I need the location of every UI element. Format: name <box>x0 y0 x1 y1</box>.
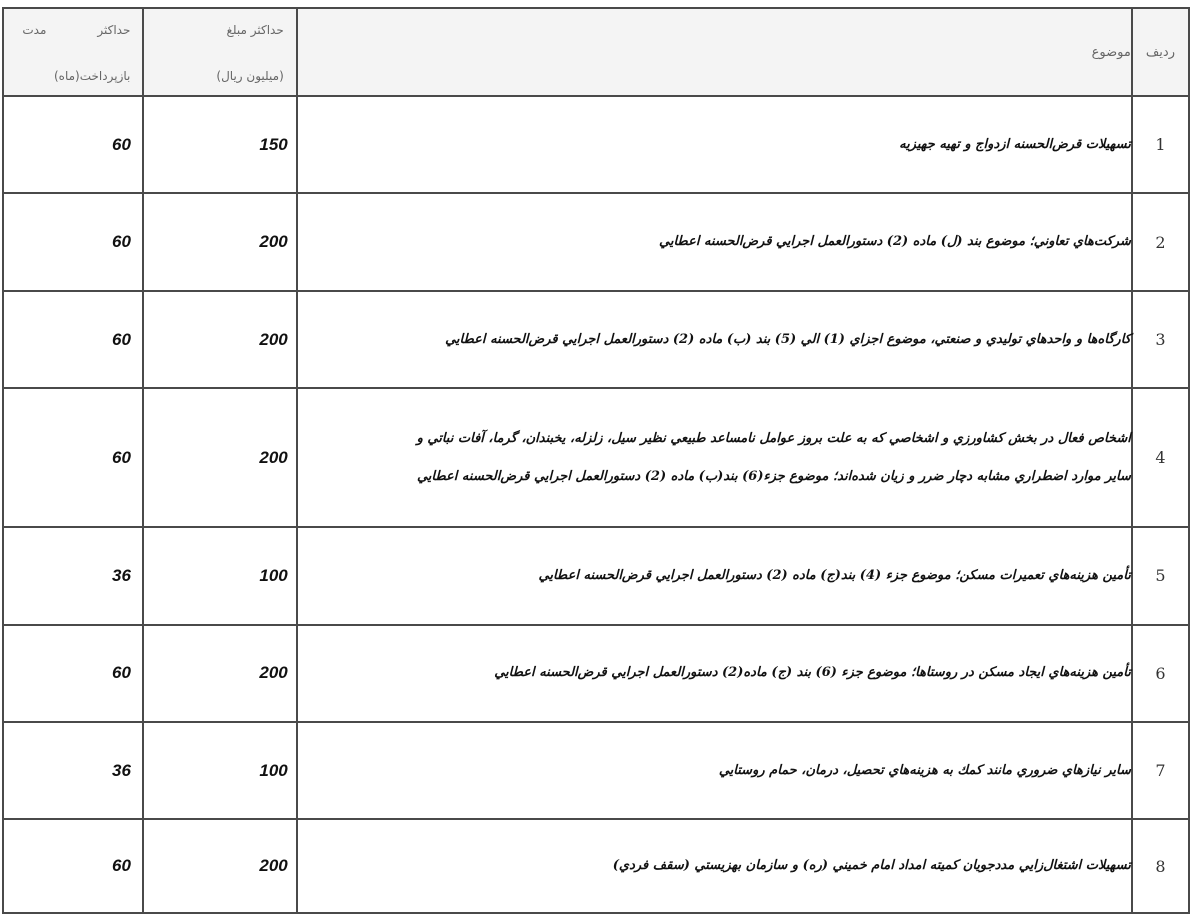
row-subject-line: كارگاه‌ها و واحدهاي توليدي و صنعتي، موضوع اجزاي (1) الي (5) بند (ب) ماده (2) دستورالعمل اجرايي قرض‌الحسنه اعطايي <box>445 331 1131 347</box>
row-subject-line: تأمين هزينه‌هاي تعميرات مسكن؛ موضوع جزء (4) بند(ج) ماده (2) دستورالعمل اجرايي قرض‌الحسنه اعطايي <box>538 567 1131 583</box>
row-amount-cell <box>143 388 296 527</box>
row-amount-cell <box>143 96 296 193</box>
row-index: 2 <box>1132 193 1189 290</box>
row-amount: 100 <box>259 760 288 780</box>
header-amount-line1: حداكثر مبلغ <box>226 23 284 37</box>
row-index: 1 <box>1132 96 1189 193</box>
row-index: 4 <box>1132 388 1189 527</box>
header-index: رديف <box>1132 8 1189 96</box>
header-duration-line2: بازپرداخت(ماه) <box>54 69 131 83</box>
row-duration-cell <box>3 291 143 388</box>
row-duration-cell <box>3 625 143 722</box>
row-subject <box>297 819 1132 913</box>
table-row <box>3 193 1189 290</box>
row-duration: 60 <box>112 663 131 683</box>
row-subject <box>297 625 1132 722</box>
row-duration-cell <box>3 527 143 624</box>
loan-table <box>2 7 1190 914</box>
row-subject <box>297 193 1132 290</box>
row-duration: 60 <box>112 134 131 154</box>
row-amount: 200 <box>259 856 288 876</box>
row-subject <box>297 722 1132 819</box>
table-row <box>3 527 1189 624</box>
table-row <box>3 388 1189 527</box>
row-duration: 60 <box>112 232 131 252</box>
table-row <box>3 819 1189 913</box>
row-subject <box>297 96 1132 193</box>
row-duration-cell <box>3 193 143 290</box>
row-amount: 200 <box>259 663 288 683</box>
row-amount: 200 <box>259 232 288 252</box>
header-subject: موضوع <box>297 8 1132 96</box>
table-row <box>3 722 1189 819</box>
header-duration-line1a: حداكثر <box>97 23 131 37</box>
row-amount-cell <box>143 819 296 913</box>
row-index: 3 <box>1132 291 1189 388</box>
row-amount: 200 <box>259 447 288 467</box>
row-duration: 60 <box>112 856 131 876</box>
header-duration <box>3 8 143 96</box>
row-amount: 100 <box>259 565 288 585</box>
row-index: 5 <box>1132 527 1189 624</box>
row-subject-line: ساير موارد اضطراري مشابه دچار ضرر و زيان شده‌اند؛ موضوع جزء(6) بند(ب) ماده (2) دستورالعمل اجرايي قرض‌الحسنه اعطايي <box>416 468 1131 484</box>
row-amount-cell <box>143 722 296 819</box>
row-amount-cell <box>143 291 296 388</box>
row-amount: 150 <box>259 134 288 154</box>
row-duration-cell <box>3 96 143 193</box>
row-duration-cell <box>3 819 143 913</box>
row-index: 6 <box>1132 625 1189 722</box>
row-index: 8 <box>1132 819 1189 913</box>
row-subject-line: تأمين هزينه‌هاي ايجاد مسكن در روستاها؛ موضوع جزء (6) بند (ج) ماده(2) دستورالعمل اجرايي قرض‌الحسنه اعطايي <box>494 665 1131 681</box>
row-subject-line: اشخاص فعال در بخش كشاورزي و اشخاصي كه به علت بروز عوامل نامساعد طبيعي نظير سيل، زلزله، يخبندان، گرما، آفات نباتي و <box>416 430 1131 446</box>
row-duration: 60 <box>112 447 131 467</box>
row-subject <box>297 388 1132 527</box>
table-row <box>3 291 1189 388</box>
row-duration: 36 <box>112 565 131 585</box>
row-duration-cell <box>3 722 143 819</box>
row-amount-cell <box>143 527 296 624</box>
header-row <box>3 8 1189 96</box>
row-index: 7 <box>1132 722 1189 819</box>
row-amount-cell <box>143 193 296 290</box>
table-body <box>3 96 1189 913</box>
row-amount: 200 <box>259 329 288 349</box>
row-subject-line: ساير نيازهاي ضروري مانند كمك به هزينه‌هاي تحصيل، درمان، حمام روستايي <box>718 762 1131 778</box>
row-subject-line: تسهيلات اشتغال‌زايي مددجويان كميته امداد امام خميني (ره) و سازمان بهزيستي (سقف فردي) <box>612 858 1131 874</box>
row-duration: 36 <box>112 760 131 780</box>
header-amount <box>143 8 296 96</box>
row-subject <box>297 291 1132 388</box>
row-duration: 60 <box>112 329 131 349</box>
row-subject-line: شركت‌هاي تعاوني؛ موضوع بند (ل) ماده (2) دستورالعمل اجرايي قرض‌الحسنه اعطايي <box>659 234 1131 250</box>
row-subject <box>297 527 1132 624</box>
row-duration-cell <box>3 388 143 527</box>
header-amount-line2: (ميليون ريال) <box>216 69 284 83</box>
row-subject-line: تسهيلات قرض‌الحسنه ازدواج و تهيه جهيزيه <box>899 136 1131 152</box>
row-amount-cell <box>143 625 296 722</box>
table-row <box>3 96 1189 193</box>
header-duration-line1b: مدت <box>22 23 47 37</box>
table-row <box>3 625 1189 722</box>
